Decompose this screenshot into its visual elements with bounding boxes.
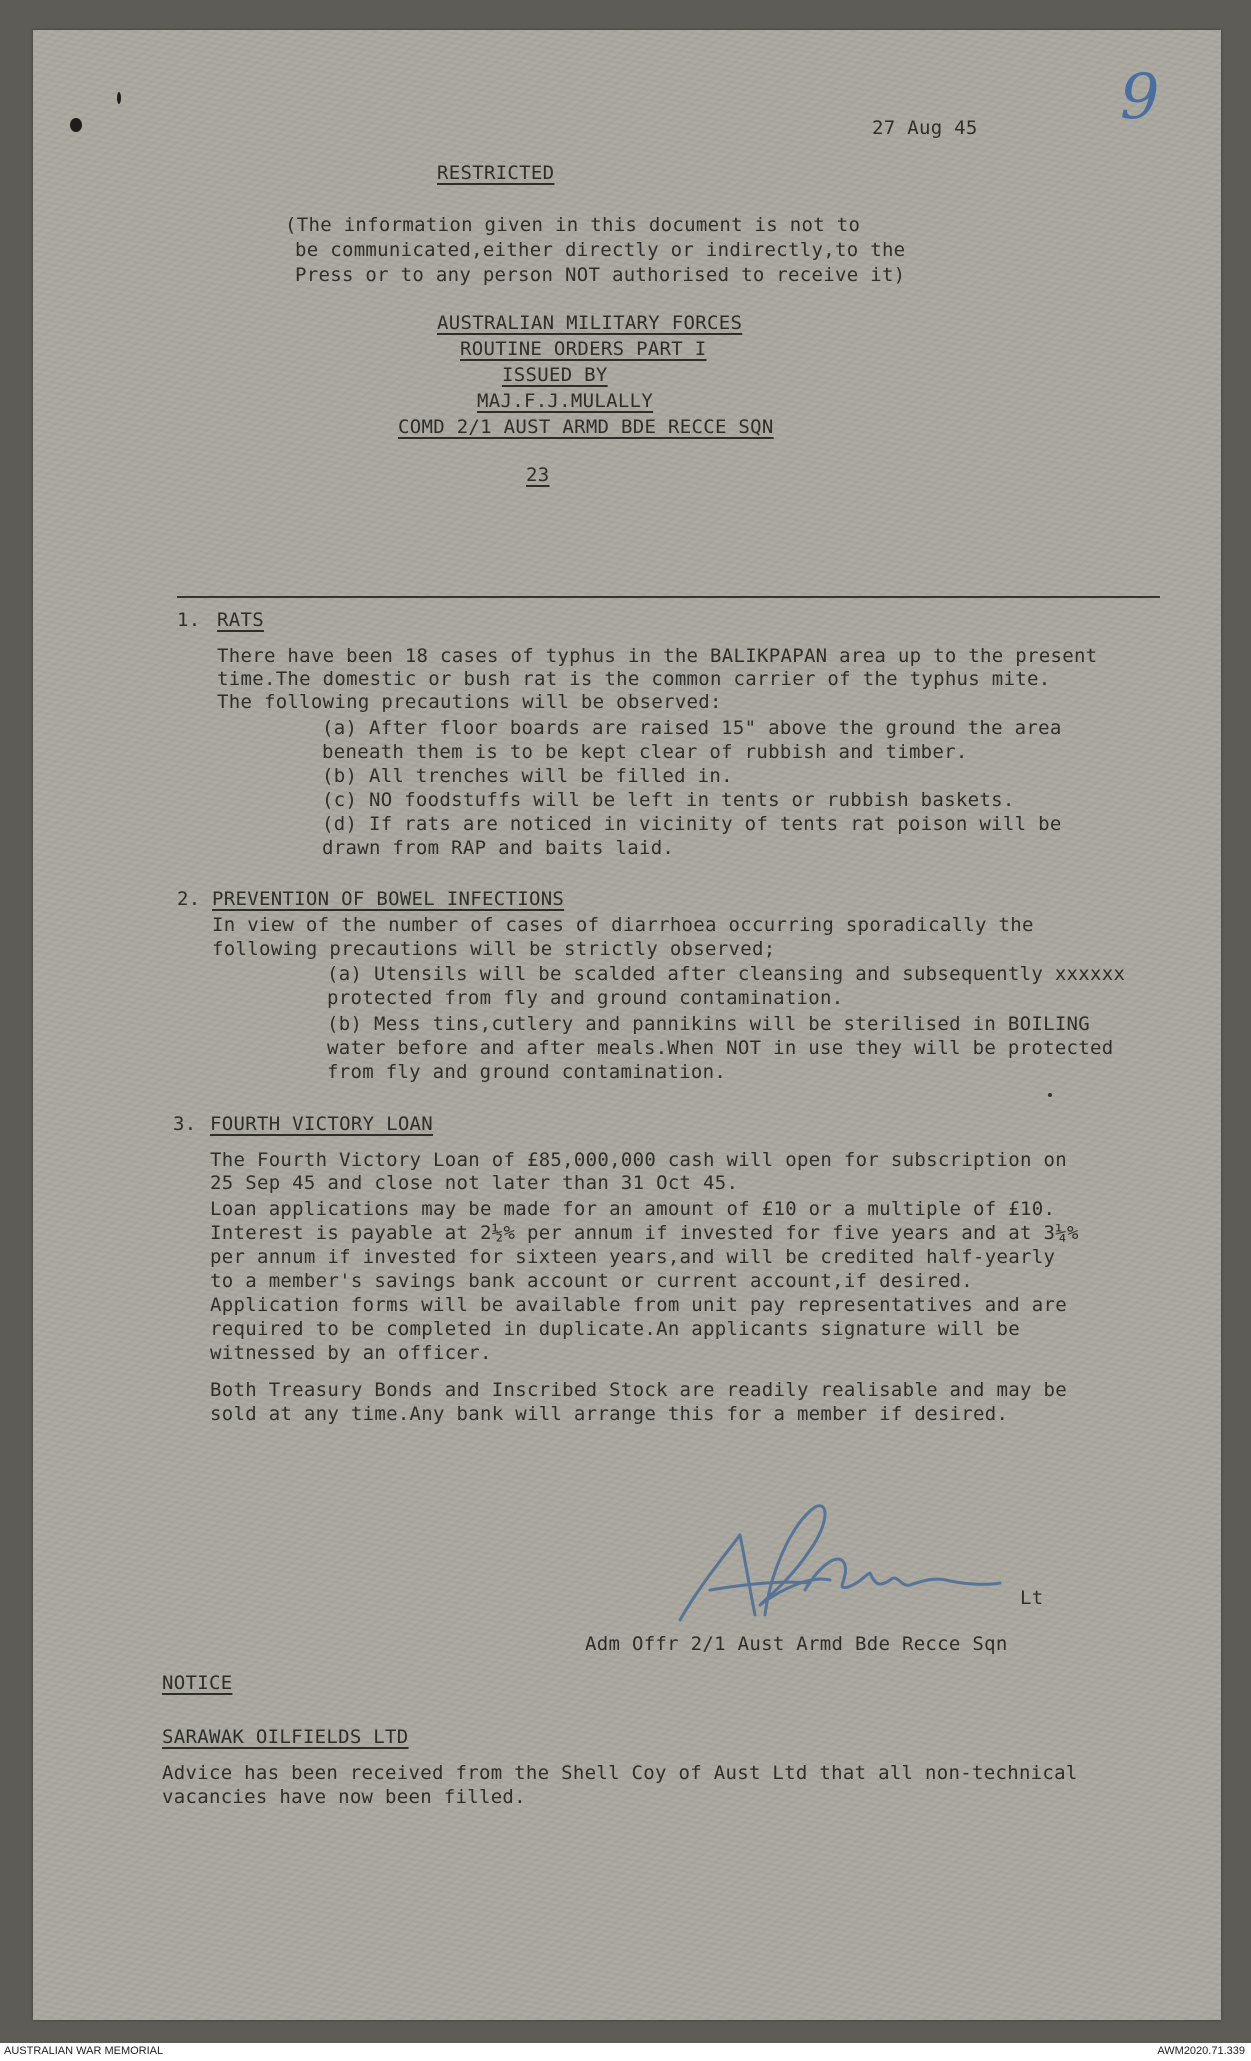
signature-rank: Lt [1020, 1587, 1044, 1609]
notice-line-2: vacancies have now been filled. [162, 1786, 526, 1808]
title-line-4: MAJ.F.J.MULALLY [477, 390, 654, 412]
caveat-line-2: be communicated,either directly or indirectly,to the [295, 239, 906, 261]
section-3-line-11: sold at any time.Any bank will arrange this for a member if desired. [210, 1403, 1009, 1425]
section-2-number: 2. [177, 888, 201, 910]
section-2-item-b-2: water before and after meals.When NOT in use they will be protected [327, 1037, 1114, 1059]
page-number: 9 [1120, 60, 1160, 133]
section-3-line-5: per annum if invested for sixteen years,and will be credited half-yearly [210, 1246, 1056, 1268]
section-1-item-c: (c) NO foodstuffs will be left in tents or rubbish baskets. [322, 789, 1015, 811]
section-3-heading: FOURTH VICTORY LOAN [210, 1113, 434, 1135]
section-3-line-1: The Fourth Victory Loan of £85,000,000 cash will open for subscription on [210, 1149, 1067, 1171]
punch-hole [70, 118, 82, 132]
section-2-item-b-1: (b) Mess tins,cutlery and pannikins will be sterilised in BOILING [327, 1013, 1091, 1035]
section-2-item-b-3: from fly and ground contamination. [327, 1061, 727, 1083]
section-3-number: 3. [173, 1113, 197, 1135]
caveat-line-1: (The information given in this document is not to [285, 214, 861, 236]
classification-heading: RESTRICTED [437, 162, 555, 184]
section-1-number: 1. [177, 609, 201, 631]
section-3-line-9: witnessed by an officer. [210, 1342, 492, 1364]
archive-footer [0, 2043, 1251, 2061]
document-date: 27 Aug 45 [872, 117, 978, 139]
section-3-line-6: to a member's savings bank account or current account,if desired. [210, 1270, 974, 1292]
section-3-line-3: Loan applications may be made for an amount of £10 or a multiple of £10. [210, 1198, 1056, 1220]
section-1-heading: RATS [217, 609, 264, 631]
title-line-1: AUSTRALIAN MILITARY FORCES [437, 312, 743, 334]
section-1-line-2: time.The domestic or bush rat is the common carrier of the typhus mite. [217, 668, 1051, 690]
notice-line-1: Advice has been received from the Shell Coy of Aust Ltd that all non-technical [162, 1762, 1078, 1784]
notice-subheading: SARAWAK OILFIELDS LTD [162, 1726, 409, 1748]
section-2-item-a-1: (a) Utensils will be scalded after cleansing and subsequently xxxxxx [327, 963, 1126, 985]
section-2-line-2: following precautions will be strictly observed; [212, 938, 776, 960]
order-number: 23 [526, 464, 550, 486]
punch-mark [117, 92, 121, 104]
section-1-line-3: The following precautions will be observed: [217, 691, 722, 713]
title-line-3: ISSUED BY [502, 364, 608, 386]
section-3-line-7: Application forms will be available from unit pay representatives and are [210, 1294, 1067, 1316]
section-2-item-a-2: protected from fly and ground contamination. [327, 987, 844, 1009]
section-1-item-a-1: (a) After floor boards are raised 15" above the ground the area [322, 717, 1062, 739]
archive-name: AUSTRALIAN WAR MEMORIAL [4, 2045, 164, 2057]
archive-reference: AWM2020.71.339 [1157, 2045, 1245, 2057]
divider-rule [177, 596, 1160, 598]
section-1-line-1: There have been 18 cases of typhus in the BALIKPAPAN area up to the present [217, 645, 1098, 667]
handwritten-signature [670, 1495, 1010, 1635]
section-3-line-2: 25 Sep 45 and close not later than 31 Oct 45. [210, 1172, 739, 1194]
section-1-item-d-2: drawn from RAP and baits laid. [322, 837, 675, 859]
section-1-item-a-2: beneath them is to be kept clear of rubbish and timber. [322, 741, 968, 763]
section-1-item-b: (b) All trenches will be filled in. [322, 765, 733, 787]
section-3-line-8: required to be completed in duplicate.An applicants signature will be [210, 1318, 1020, 1340]
title-line-5: COMD 2/1 AUST ARMD BDE RECCE SQN [398, 416, 774, 438]
section-3-line-10: Both Treasury Bonds and Inscribed Stock are readily realisable and may be [210, 1379, 1067, 1401]
section-3-line-4: Interest is payable at 2½% per annum if invested for five years and at 3¼% [210, 1222, 1079, 1244]
ink-speck [1048, 1093, 1052, 1097]
signature-appointment: Adm Offr 2/1 Aust Armd Bde Recce Sqn [585, 1633, 1008, 1655]
section-2-heading: PREVENTION OF BOWEL INFECTIONS [212, 888, 565, 910]
section-2-line-1: In view of the number of cases of diarrhoea occurring sporadically the [212, 914, 1034, 936]
title-line-2: ROUTINE ORDERS PART I [460, 338, 707, 360]
caveat-line-3: Press or to any person NOT authorised to receive it) [295, 264, 906, 286]
notice-heading: NOTICE [162, 1672, 233, 1694]
section-1-item-d-1: (d) If rats are noticed in vicinity of tents rat poison will be [322, 813, 1062, 835]
